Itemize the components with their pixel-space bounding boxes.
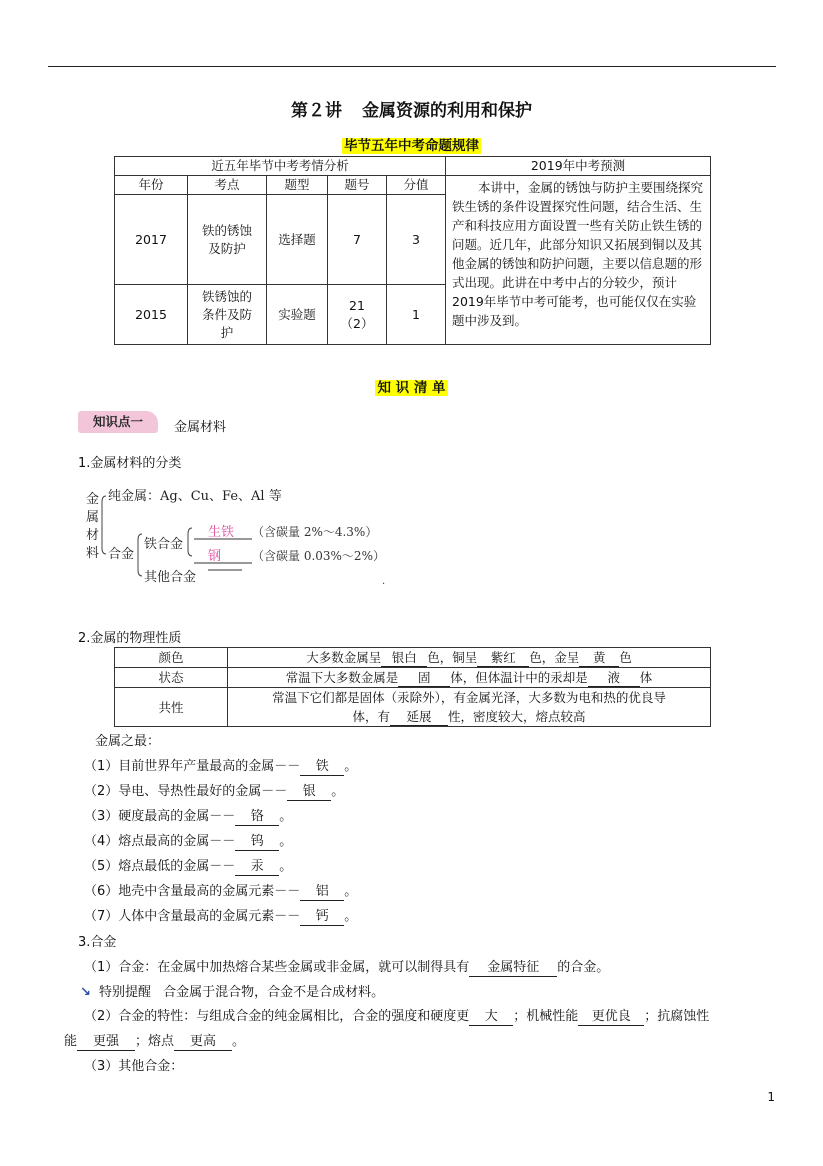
column-header: 年份 <box>115 176 188 195</box>
bracket <box>188 528 192 556</box>
alloy-label: 合金 <box>108 547 135 562</box>
header-rule <box>48 66 776 67</box>
answer-blank: 延展 <box>390 709 448 726</box>
answer-blank: 大 <box>469 1009 513 1026</box>
table-row: 状态 常温下大多数金属是 固 体，但体温计中的汞却是 液 体 <box>115 668 711 688</box>
alloy-properties: （2）合金的特性：与组成合金的纯金属相比，合金的强度和硬度更 大 ；机械性能 更优良 ；抗腐蚀性 <box>84 1009 710 1024</box>
section-heading-exam: 毕节五年中考命题规律 <box>344 138 479 154</box>
column-header: 题型 <box>267 176 328 195</box>
answer-blank: 黄 <box>579 650 619 667</box>
answer-blank: 银白 <box>381 650 427 667</box>
answer-blank: 紫红 <box>477 650 529 667</box>
answer-blank: 固 <box>398 670 450 687</box>
other-alloys: （3）其他合金： <box>84 1059 184 1074</box>
steel-carbon: （含碳量 0.03%～2%） <box>252 549 385 563</box>
pure-metal: 纯金属：Ag、Cu、Fe、Al 等 <box>108 489 282 504</box>
metal-classification-diagram <box>80 478 400 588</box>
s3-heading: 3.合金 <box>78 935 117 950</box>
column-header: 分值 <box>387 176 446 195</box>
section-heading-knowledge: 知 识 清 单 <box>377 380 446 396</box>
other-alloy-label: 其他合金 <box>144 570 197 585</box>
answer-blank: 更高 <box>174 1034 232 1051</box>
diagram-root-char: 属 <box>86 510 100 525</box>
diagram-root-char: 料 <box>86 546 100 561</box>
diagram-root-char: 金 <box>86 492 100 507</box>
steel-answer: 钢 <box>208 549 222 564</box>
alloy-definition: （1）合金：在金属中加热熔合某些金属或非金属，就可以制得具有 金属特征 的合金。 <box>84 960 610 975</box>
knowledge-point-title: 金属材料 <box>174 420 227 435</box>
answer-blank: 金属特征 <box>469 960 557 977</box>
table-row: 2017 铁的锈蚀及防护 选择题 7 3 <box>115 195 711 285</box>
column-header: 题号 <box>328 176 387 195</box>
arrow-icon: ↘ <box>80 985 91 1000</box>
stray-dot: . <box>382 576 386 587</box>
iron-alloy-label: 铁合金 <box>144 537 184 552</box>
prediction-text: 本讲中，金属的锈蚀与防护主要围绕探究铁生锈的条件设置探究性问题，结合生活、生产和科技应用方面设置一些有关防止铁生锈的问题。近几年，此部分知识又拓展到铜以及其他金属的锈蚀和防护问题，主要以信息题的形式出现。此讲在中考中占的分较少，预计2019年毕节中考可能考，也可能仅仅在实验题中涉及到。 <box>446 176 711 345</box>
list-item: （1）目前世界年产量最高的金属－－ 铁 。 <box>84 759 358 774</box>
page-title <box>0 96 823 121</box>
table-row: 共性 常温下它们都是固体（汞除外），有金属光泽，大多数为电和热的优良导 体，有 延展 性，密度较大，熔点较高 <box>115 688 711 727</box>
pig-iron-answer: 生铁 <box>208 525 235 540</box>
special-tip: ↘ 特别提醒 合金属于混合物，合金不是合成材料。 <box>80 985 385 1000</box>
lecture-title: 金属资源的利用和保护 <box>362 101 532 121</box>
answer-blank: 更优良 <box>578 1009 644 1026</box>
list-item: （6）地壳中含量最高的金属元素－－ 铝 。 <box>84 884 358 899</box>
table-row: 2015 铁锈蚀的条件及防护 实验题 21（2） 1 <box>115 285 711 345</box>
exam-table-header-right: 2019年中考预测 <box>446 157 711 176</box>
answer-blank: 更强 <box>77 1034 135 1051</box>
column-header: 考点 <box>188 176 267 195</box>
table-row: 颜色 大多数金属呈 银白 色，铜呈 紫红 色，金呈 黄 色 <box>115 648 711 668</box>
metal-superlatives-title: 金属之最： <box>95 734 161 749</box>
page-number: 1 <box>767 1090 775 1104</box>
pig-iron-carbon: （含碳量 2%～4.3%） <box>252 525 378 539</box>
list-item: （4）熔点最高的金属－－ 钨 。 <box>84 834 293 849</box>
diagram-root-char: 材 <box>86 528 100 543</box>
exam-analysis-table <box>114 156 711 345</box>
physical-properties-table <box>114 647 711 727</box>
list-item: （5）熔点最低的金属－－ 汞 。 <box>84 859 293 874</box>
list-item: （3）硬度最高的金属－－ 铬 。 <box>84 809 293 824</box>
answer-blank: 液 <box>588 670 640 687</box>
alloy-properties-cont: 能 更强 ；熔点 更高 。 <box>64 1034 246 1049</box>
s1-heading: 1.金属材料的分类 <box>78 456 182 471</box>
exam-table-header-left: 近五年毕节中考考情分析 <box>115 157 446 176</box>
knowledge-point-badge: 知识点一 <box>78 411 158 433</box>
list-item: （2）导电、导热性最好的金属－－ 银 。 <box>84 784 345 799</box>
list-item: （7）人体中含量最高的金属元素－－ 钙 。 <box>84 909 358 924</box>
bracket <box>102 496 106 554</box>
bracket <box>138 534 142 576</box>
s2-heading: 2.金属的物理性质 <box>78 631 182 646</box>
lecture-number: 第２讲 <box>291 101 342 121</box>
